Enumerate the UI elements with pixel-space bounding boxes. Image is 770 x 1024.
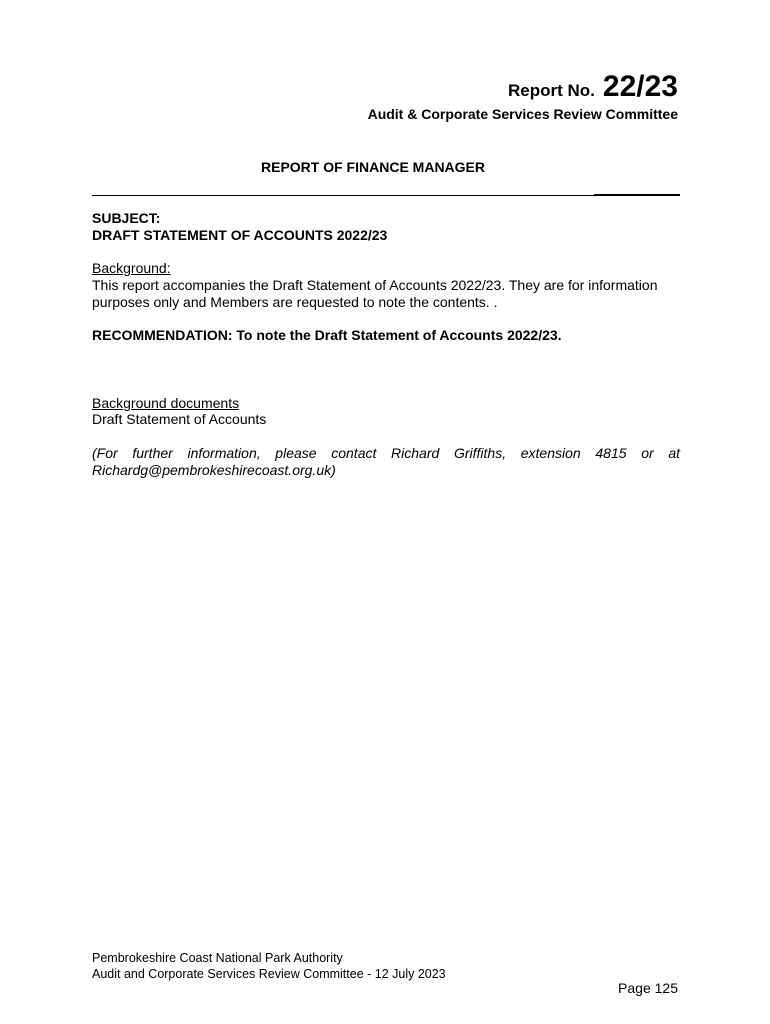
background-text: This report accompanies the Draft Statement of Accounts 2022/23. They are for information purposes only and Members are requested to note the contents. . <box>92 277 658 310</box>
divider-line <box>92 195 680 196</box>
page-footer <box>92 950 446 982</box>
report-of-heading: REPORT OF FINANCE MANAGER <box>261 159 485 175</box>
subject-label: SUBJECT: <box>92 210 161 226</box>
recommendation <box>92 327 562 343</box>
background-documents-item: Draft Statement of Accounts <box>92 411 267 427</box>
report-number-value: 22/23 <box>602 70 678 103</box>
page-number: Page 125 <box>618 980 678 996</box>
divider-line-accent <box>594 194 680 196</box>
recommendation-label: RECOMMENDATION <box>92 327 228 343</box>
background-heading: Background: <box>92 260 171 276</box>
footer-committee-date: Audit and Corporate Services Review Committee - 12 July 2023 <box>92 967 446 981</box>
report-number-label: Report No. <box>508 81 595 100</box>
background-documents-heading: Background documents <box>92 395 240 411</box>
report-number-heading <box>508 70 678 104</box>
subject-title: DRAFT STATEMENT OF ACCOUNTS 2022/23 <box>92 227 388 243</box>
committee-name: Audit & Corporate Services Review Committee <box>367 106 678 122</box>
recommendation-text: : To note the Draft Statement of Accounts 2022/23. <box>227 327 562 343</box>
contact-information: (For further information, please contact Richard Griffiths, extension 4815 or at Richardg@pembrokeshirecoast.org.uk) <box>92 445 680 478</box>
subject-block <box>92 210 387 244</box>
footer-organisation: Pembrokeshire Coast National Park Authority <box>92 951 343 965</box>
